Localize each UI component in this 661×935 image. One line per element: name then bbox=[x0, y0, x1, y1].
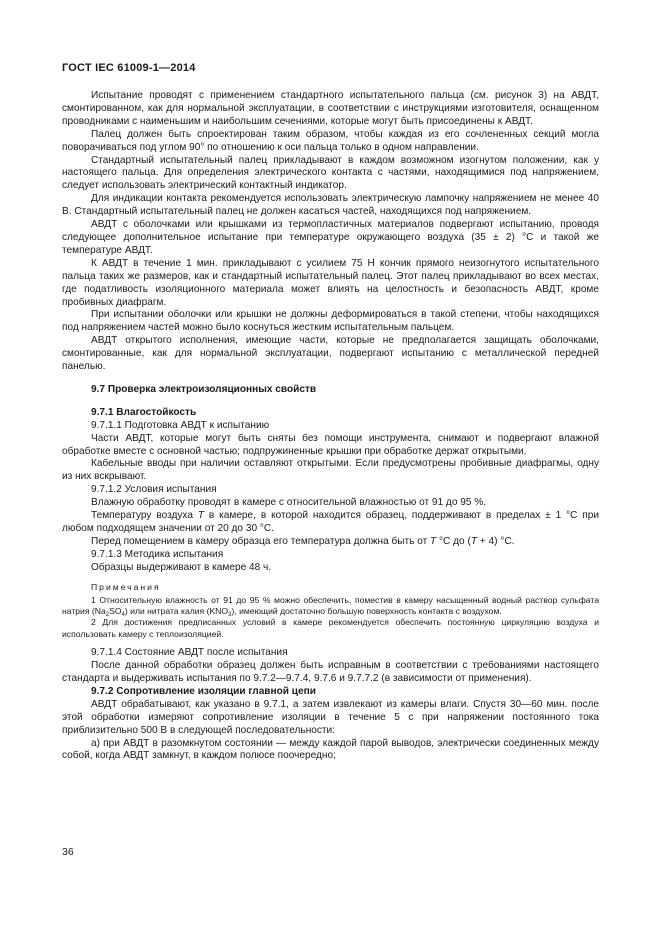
notes-title: Примечания bbox=[91, 581, 161, 592]
paragraph: Палец должен быть спроектирован таким образом, чтобы каждая из его сочлененных секций могла поворачиваться под углом 90° по отношению к оси пальца только в одном направлении. bbox=[62, 128, 599, 153]
subsection-title: 9.7.1.3 Методика испытания bbox=[91, 548, 224, 560]
subsection-title: 9.7.1.1 Подготовка АВДТ к испытанию bbox=[91, 419, 270, 431]
paragraph: Испытание проводят с применением стандартного испытательного пальца (см. рисунок 3) на АВДТ, смонтированном, как для нормальной эксплуатации, в соответствии с инструкциями изготовителя, оснащенном проводниками с наименьшим и наибольшим сечениями, которые могут быть присоединены к АВДТ. bbox=[62, 90, 599, 127]
paragraph: При испытании оболочки или крышки не должны деформироваться в такой степени, чтобы находящихся под напряжением частей можно было коснуться жестким испытательным пальцем. bbox=[62, 309, 599, 334]
paragraph: Для индикации контакта рекомендуется использовать электрическую лампочку напряжением не менее 40 В. Стандартный испытательный палец не должен касаться частей, находящихся под напряжением. bbox=[62, 193, 599, 218]
section-heading-9-7-2: 9.7.2 Сопротивление изоляции главной цепи bbox=[91, 685, 316, 697]
page-number: 36 bbox=[62, 846, 74, 858]
subsection-title: 9.7.1.4 Состояние АВДТ после испытания bbox=[91, 647, 288, 659]
note-item: 2 Для достижения предписанных условий в камере рекомендуется обеспечить постоянную циркуляцию воздуха и использовать камеру с теплоизоляцией. bbox=[62, 617, 599, 639]
document-header: ГОСТ IEC 61009-1—2014 bbox=[62, 62, 196, 74]
paragraph: АВДТ с оболочками или крышками из термопластичных материалов подвергают испытанию, проводя следующее дополнительное испытание при температуре окружающего воздуха (35 ± 2) °С и такой же температуре АВДТ. bbox=[62, 219, 599, 256]
note-item: 1 Относительную влажность от 91 до 95 % можно обеспечить, поместив в камеру насыщенный водный раствор сульфата натрия $(Na_2SO_4)$ или нитрата калия $(KNO_3)$, имеющий достаточно большую поверхность контакта с воздухом. bbox=[62, 594, 599, 618]
section-heading-9-7: 9.7 Проверка электроизоляционных свойств bbox=[91, 383, 317, 395]
page-body bbox=[62, 90, 599, 763]
paragraph: К АВДТ в течение 1 мин. прикладывают с усилием 75 Н кончик прямого неизогнутого испытательного пальца таких же размеров, как и стандартный испытательный палец. Этот палец прикладывают во всех местах, где податливость изоляционного материала может влиять на целостность и безопасность АВДТ, кроме пробивных диафрагм. bbox=[62, 257, 599, 308]
list-item: а) при АВДТ в разомкнутом состоянии — между каждой парой выводов, электрически соединенных между собой, когда АВДТ замкнут, в каждом полюсе поочередно; bbox=[62, 737, 599, 762]
paragraph: Влажную обработку проводят в камере с относительной влажностью от 91 до 95 %. bbox=[91, 497, 487, 509]
paragraph: Образцы выдерживают в камере 48 ч. bbox=[91, 561, 272, 573]
paragraph: Стандартный испытательный палец прикладывают в каждом возможном изогнутом положении, как у настоящего пальца. Для определения электрического контакта с частями, находящимися под напряжением, следует использовать электрический контактный индикатор. bbox=[62, 154, 599, 192]
paragraph: Температуру воздуха Т в камере, в которой находится образец, поддерживают в пределах ± 1 °С при любом подходящем значении от 20 до 30 °С. bbox=[62, 510, 599, 534]
subsection-title: 9.7.1.2 Условия испытания bbox=[91, 484, 217, 496]
paragraph: После данной обработки образец должен быть исправным в соответствии с требованиями настоящего стандарта и выдерживать испытания по 9.7.2—9.7.4, 9.7.6 и 9.7.7.2 (в зависимости от применения). bbox=[62, 660, 599, 684]
paragraph: Части АВДТ, которые могут быть сняты без помощи инструмента, снимают и подвергают влажной обработке вместе с основной частью; подпружиненные крышки при обработке держат открытыми. bbox=[62, 432, 599, 457]
paragraph: Кабельные вводы при наличии оставляют открытыми. Если предусмотрены пробивные диафрагмы, одну из них вскрывают. bbox=[62, 458, 599, 483]
paragraph: АВДТ обрабатывают, как указано в 9.7.1, а затем извлекают из камеры влаги. Спустя 30—60 мин. после этой обработки измеряют сопротивление изоляции в течение 5 с при напряжении постоянного тока приблизительно 500 В в следующей последовательности: bbox=[62, 698, 599, 736]
paragraph: АВДТ открытого исполнения, имеющие части, которые не предполагается защищать оболочками, смонтированные, как для нормальной эксплуатации, подвергают испытанию с металлической передней панелью. bbox=[62, 335, 599, 373]
paragraph: Перед помещением в камеру образца его температура должна быть от Т °С до (Т + 4) °С. bbox=[91, 535, 515, 547]
section-heading-9-7-1: 9.7.1 Влагостойкость bbox=[91, 406, 197, 418]
